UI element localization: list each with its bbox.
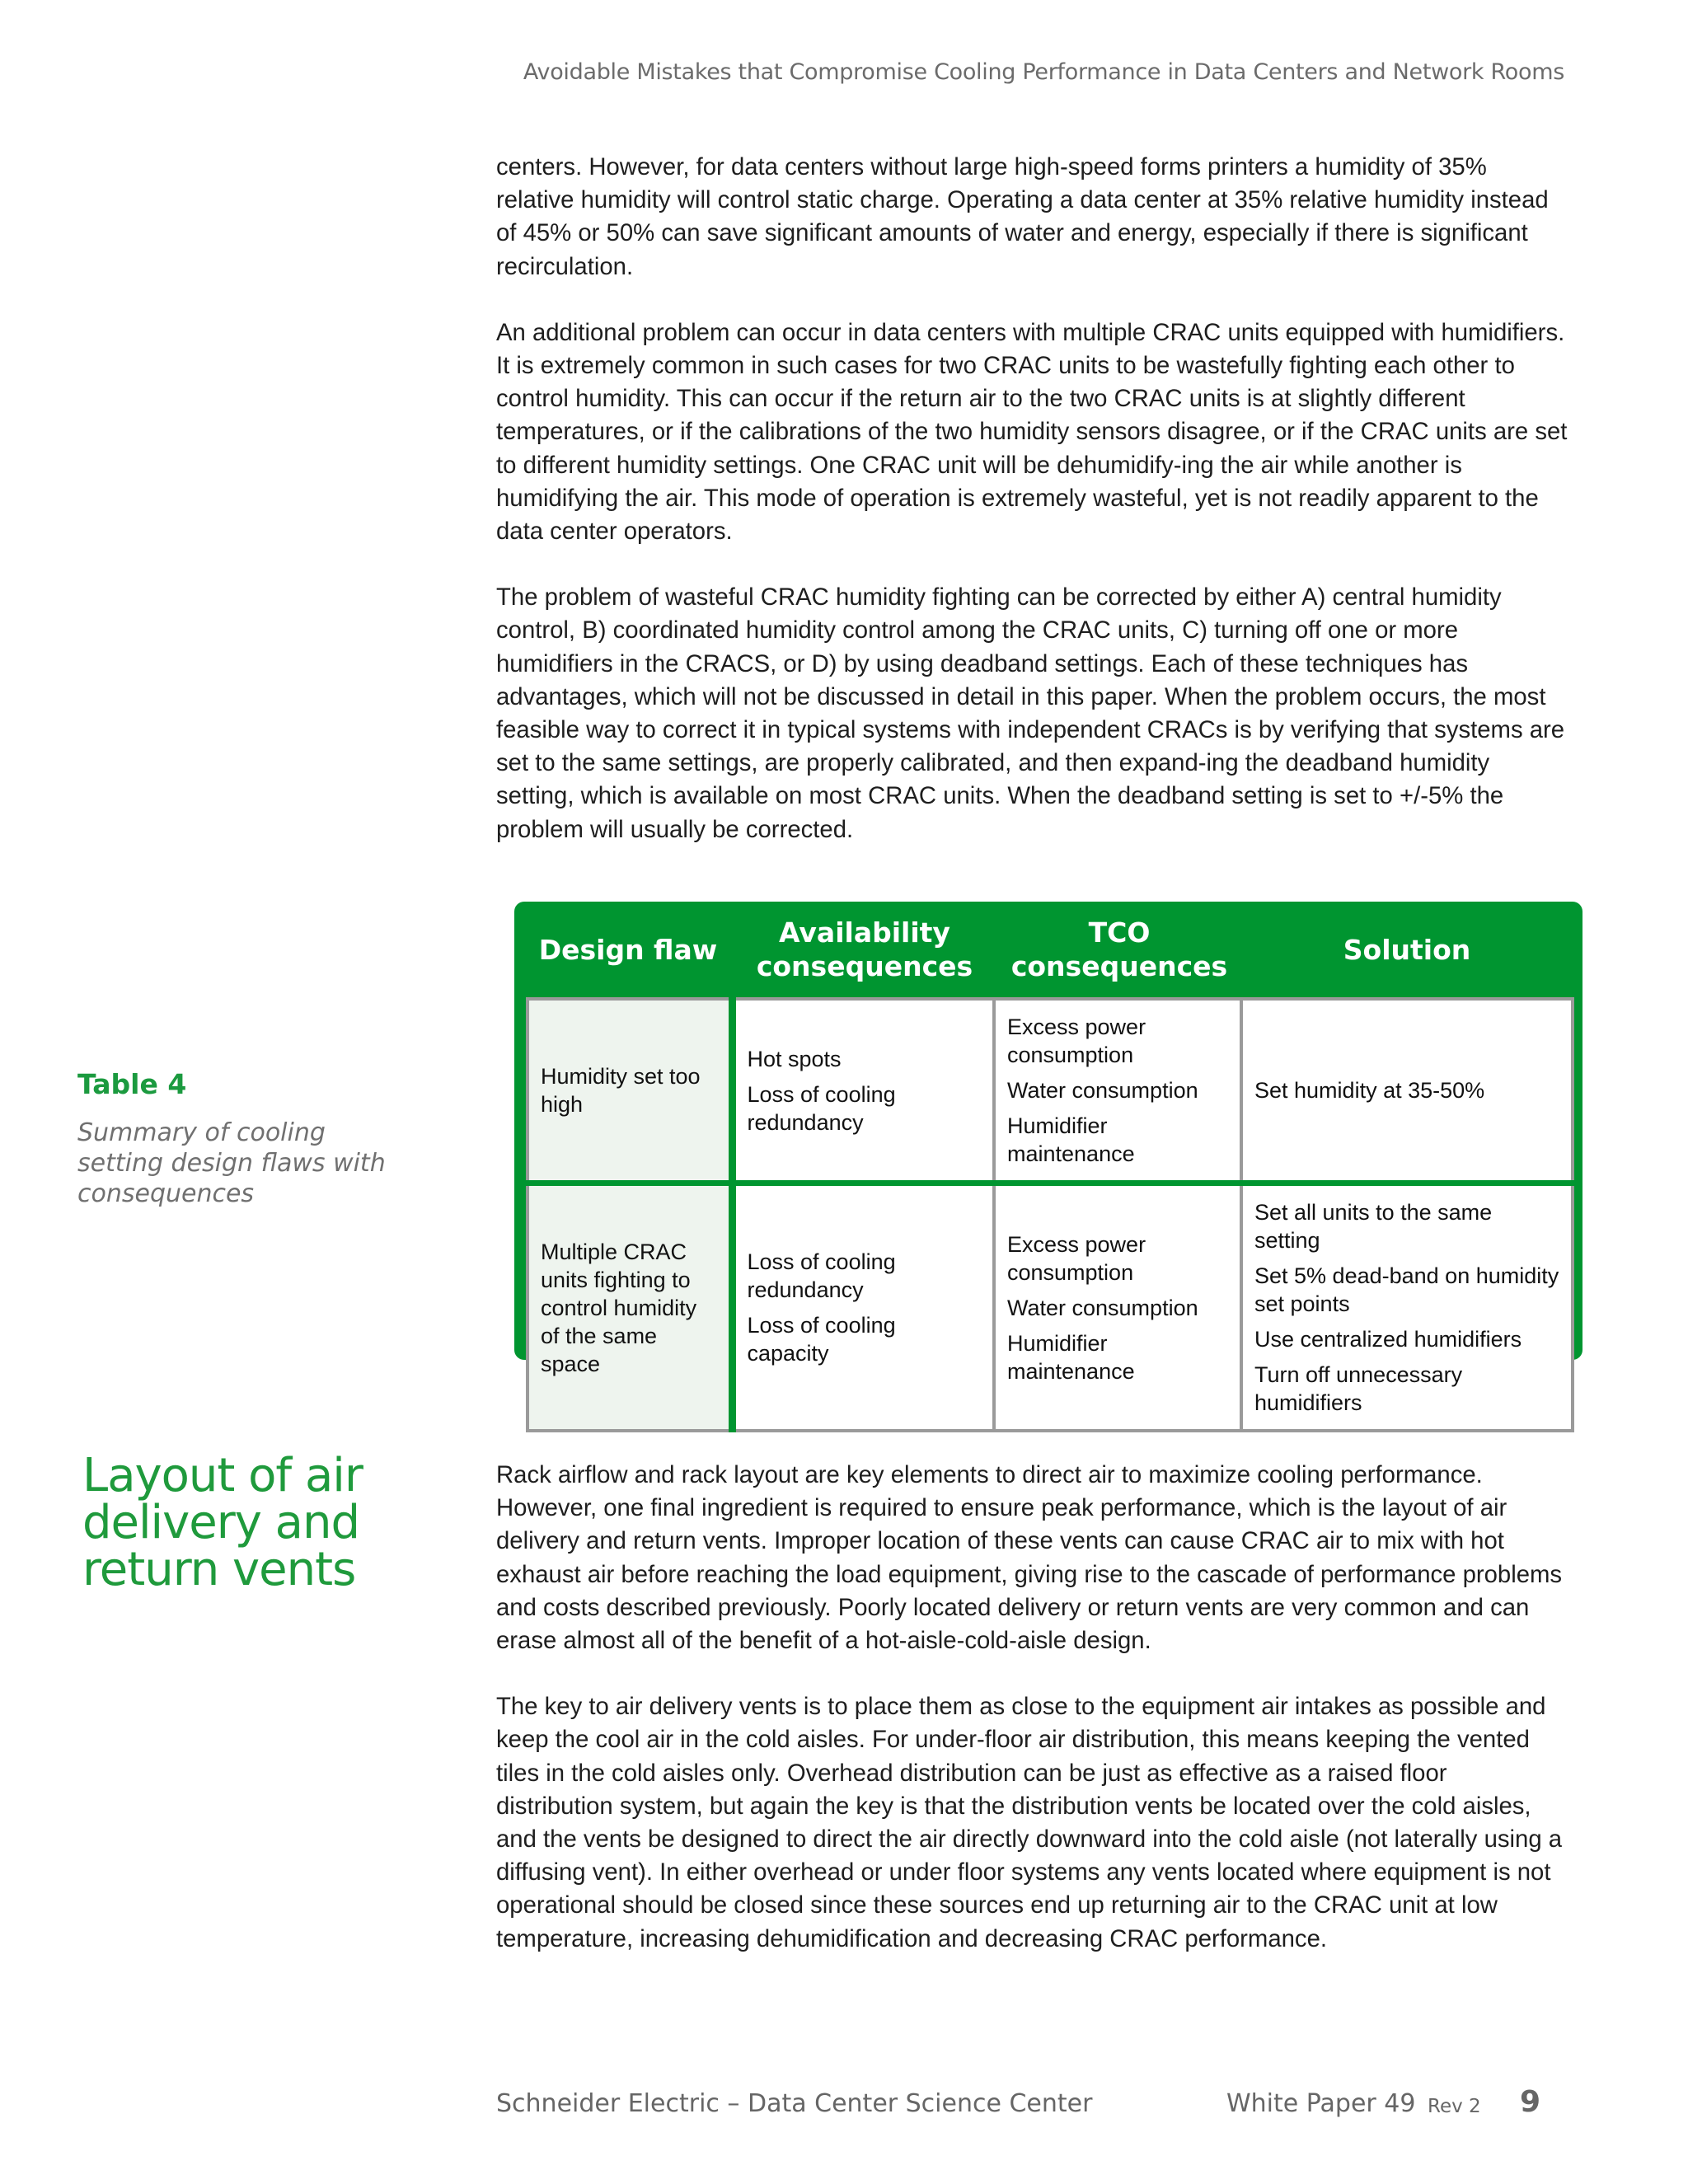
availability-item: Hot spots xyxy=(747,1046,842,1071)
solution-cell xyxy=(1241,999,1573,1183)
section-paragraph: Rack airflow and rack layout are key elements to direct air to maximize cooling performance. However, one final ingredient is required to ensure peak performance, which is the layout of air delivery and return vents. Improper location of these vents can cause CRAC air to mix with hot exhaust air before reaching the load equipment, giving rise to the cascade of performance problems and costs described previously. Poorly located delivery or return vents are very common and can erase almost all of the benefit of a hot-aisle-cold-aisle design. xyxy=(496,1461,1563,1655)
tco-item: Humidifier maintenance xyxy=(1007,1113,1135,1166)
table-caption: Summary of cooling setting design flaws with consequences xyxy=(77,1118,386,1208)
tco-item: Humidifier maintenance xyxy=(1007,1330,1135,1384)
footer-revision: Rev 2 xyxy=(1428,2096,1481,2117)
tco-item: Water consumption xyxy=(1007,1295,1198,1320)
tco-item: Excess power consumption xyxy=(1007,1231,1146,1285)
section-heading: Layout of air delivery and return vents xyxy=(82,1449,363,1596)
intro-paragraph: centers. However, for data centers without large high-speed forms printers a humidity of 35% relative humidity will control static charge. Operating a data center at 35% relative humidity instead of 45% or 50% can save significant amounts of water and energy, especially if there is significant recirculation. xyxy=(496,153,1549,280)
section-text xyxy=(496,1459,1568,1989)
tco-cell xyxy=(994,1183,1241,1432)
availability-cell xyxy=(732,1183,994,1432)
running-header: Avoidable Mistakes that Compromise Cooling Performance in Data Centers and Network Rooms xyxy=(523,59,1564,85)
table-label: Table 4 xyxy=(77,1068,187,1100)
table-row xyxy=(528,999,1573,1183)
solution-item: Set all units to the same setting xyxy=(1254,1200,1493,1253)
availability-item: Loss of cooling redundancy xyxy=(747,1081,896,1135)
table-header-row xyxy=(526,902,1571,997)
header-solution: Solution xyxy=(1343,933,1471,966)
solution-item: Use centralized humidifiers xyxy=(1254,1327,1522,1352)
solution-item: Set 5% dead-band on humidity set points xyxy=(1254,1263,1559,1316)
footer-publisher: Schneider Electric – Data Center Science Center xyxy=(496,2089,1093,2118)
tco-item: Excess power consumption xyxy=(1007,1015,1146,1067)
flaw-cell: Humidity set too high xyxy=(528,999,732,1183)
page-number: 9 xyxy=(1520,2085,1541,2119)
footer-doc-title: White Paper 49 xyxy=(1226,2089,1416,2118)
header-tco: TCO consequences xyxy=(1010,916,1228,982)
tco-item: Water consumption xyxy=(1007,1078,1198,1103)
solution-item: Turn off unnecessary humidifiers xyxy=(1254,1362,1463,1415)
solution-cell xyxy=(1241,1183,1573,1432)
header-availability: Availability consequences xyxy=(756,916,973,982)
solution-item: Set humidity at 35-50% xyxy=(1254,1078,1485,1103)
availability-item: Loss of cooling redundancy xyxy=(747,1249,896,1302)
intro-paragraph: An additional problem can occur in data centers with multiple CRAC units equipped with humidifiers. It is extremely common in such cases for two CRAC units to be wastefully fighting each other to control humidity. This can occur if the return air to the two CRAC units is at slightly different temperatures, or if the calibrations of the two humidity sensors disagree, or if the CRAC units are set to different humidity settings. One CRAC unit will be dehumidify-ing the air while another is humidifying the air. This mode of operation is extremely wasteful, yet is not readily apparent to the data center operators. xyxy=(496,318,1568,546)
header-design-flaw: Design flaw xyxy=(538,933,718,966)
tco-cell xyxy=(994,999,1241,1183)
table-body xyxy=(526,997,1574,1432)
intro-paragraph: The problem of wasteful CRAC humidity fighting can be corrected by either A) central humidity control, B) coordinated humidity control among the CRAC units, C) turning off one or more humidifiers in the CRACS, or D) by using deadband settings. Each of these techniques has advantages, which will not be discussed in detail in this paper. When the problem occurs, the most feasible way to correct it in typical systems with independent CRACs is by verifying that systems are set to the same settings, are properly calibrated, and then expand-ing the deadband humidity setting, which is available on most CRAC units. When the deadband setting is set to +/-5% the problem will usually be corrected. xyxy=(496,583,1565,843)
flaw-cell: Multiple CRAC units fighting to control humidity of the same space xyxy=(528,1183,732,1432)
section-paragraph: The key to air delivery vents is to place them as close to the equipment air intakes as possible and keep the cool air in the cold aisles. For under-floor air distribution, this means keeping the vented tiles in the cold aisles only. Overhead distribution can be just as effective as a raised floor distribution system, but again the key is that the distribution vents be located over the cold aisles, and the vents be designed to direct the air directly downward into the cold aisle (not laterally using a diffusing vent). In either overhead or under floor systems any vents located where equipment is not operational should be closed since these sources end up returning air to the CRAC unit at low temperature, increasing dehumidification and decreasing CRAC performance. xyxy=(496,1693,1563,1952)
availability-cell xyxy=(732,999,994,1183)
table-row xyxy=(528,1183,1573,1432)
design-flaw-table xyxy=(514,902,1582,1415)
availability-item: Loss of cooling capacity xyxy=(747,1313,896,1366)
intro-text xyxy=(496,151,1568,879)
